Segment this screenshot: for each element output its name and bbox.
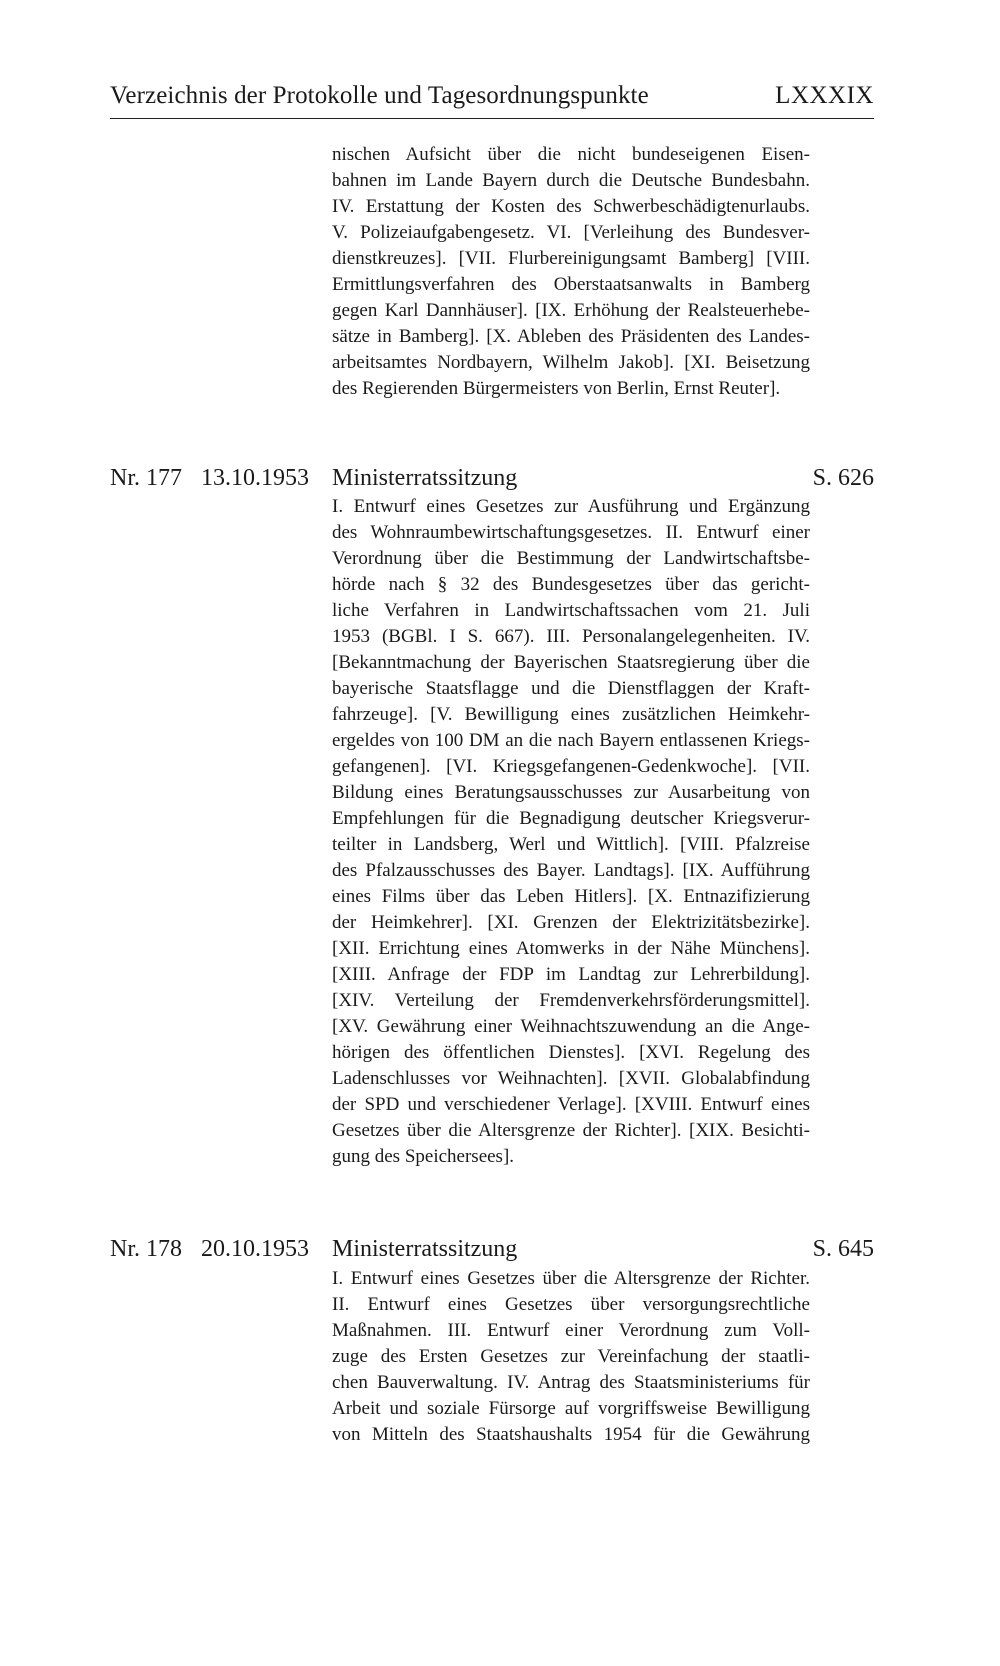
running-header [110, 82, 874, 119]
text-line: bayerische Staatsflagge und die Dienstflaggen der Kraft- [332, 678, 810, 699]
text-line: teilter in Landsberg, Werl und Wittlich]. [VIII. Pfalzreise [332, 834, 810, 855]
text-line: des Wohnraumbewirtschaftungsgesetzes. II. Entwurf einer [332, 522, 810, 543]
entry-title: Ministerratssitzung [332, 1236, 518, 1262]
entry-page-ref: S. 626 [812, 465, 874, 491]
text-line: arbeitsamtes Nordbayern, Wilhelm Jakob]. [XI. Beisetzung [332, 352, 810, 373]
text-line: der SPD und verschiedener Verlage]. [XVIII. Entwurf eines [332, 1094, 810, 1115]
entry-heading [110, 463, 874, 493]
text-line: fahrzeuge]. [V. Bewilligung eines zusätzlichen Heimkehr- [332, 704, 810, 725]
text-line: Ermittlungsverfahren des Oberstaatsanwalts in Bamberg [332, 274, 810, 295]
text-line: [XII. Errichtung eines Atomwerks in der Nähe Münchens]. [332, 938, 810, 959]
entry-agenda-text [332, 1266, 810, 1448]
text-line: [XIII. Anfrage der FDP im Landtag zur Lehrerbildung]. [332, 964, 810, 985]
text-line: Arbeit und soziale Fürsorge auf vorgriffsweise Bewilligung [332, 1398, 810, 1419]
text-line: hörde nach § 32 des Bundesgesetzes über das gericht- [332, 574, 810, 595]
text-line: Verordnung über die Bestimmung der Landwirtschaftsbe- [332, 548, 810, 569]
text-line: eines Films über das Leben Hitlers]. [X. Entnazifizierung [332, 886, 810, 907]
entry-date: 20.10.1953 [201, 1236, 309, 1262]
header-title: Verzeichnis der Protokolle und Tagesordnungspunkte [110, 82, 649, 109]
text-line: I. Entwurf eines Gesetzes über die Altersgrenze der Richter. [332, 1268, 810, 1289]
text-line: hörigen des öffentlichen Dienstes]. [XVI. Regelung des [332, 1042, 810, 1063]
text-line: ergeldes von 100 DM an die nach Bayern entlassenen Kriegs- [332, 730, 810, 751]
text-line: II. Entwurf eines Gesetzes über versorgungsrechtliche [332, 1294, 810, 1315]
text-line: zuge des Ersten Gesetzes zur Vereinfachung der staatli- [332, 1346, 810, 1367]
text-line: der Heimkehrer]. [XI. Grenzen der Elektrizitätsbezirke]. [332, 912, 810, 933]
text-line: des Pfalzausschusses des Bayer. Landtags]. [IX. Aufführung [332, 860, 810, 881]
text-line: [XV. Gewährung einer Weihnachtszuwendung an die Ange- [332, 1016, 810, 1037]
text-line: IV. Erstattung der Kosten des Schwerbeschädigtenurlaubs. [332, 196, 810, 217]
text-line: gung des Speichersees]. [332, 1146, 515, 1167]
text-line: nischen Aufsicht über die nicht bundeseigenen Eisen- [332, 144, 810, 165]
text-line: chen Bauverwaltung. IV. Antrag des Staatsministeriums für [332, 1372, 810, 1393]
entry-heading [110, 1234, 874, 1264]
text-line: gefangenen]. [VI. Kriegsgefangenen-Gedenkwoche]. [VII. [332, 756, 810, 777]
text-line: liche Verfahren in Landwirtschaftssachen vom 21. Juli [332, 600, 810, 621]
text-line: Gesetzes über die Altersgrenze der Richter]. [XIX. Besichti- [332, 1120, 810, 1141]
entry-date: 13.10.1953 [201, 465, 309, 491]
text-line: Ladenschlusses vor Weihnachten]. [XVII. Globalabfindung [332, 1068, 810, 1089]
text-line: bahnen im Lande Bayern durch die Deutsche Bundesbahn. [332, 170, 810, 191]
entry-title: Ministerratssitzung [332, 465, 518, 491]
entry-page-ref: S. 645 [812, 1236, 874, 1262]
text-line: [XIV. Verteilung der Fremdenverkehrsförderungsmittel]. [332, 990, 810, 1011]
text-line: [Bekanntmachung der Bayerischen Staatsregierung über die [332, 652, 810, 673]
text-line: Bildung eines Beratungsausschusses zur Ausarbeitung von [332, 782, 810, 803]
entry-agenda-text [332, 494, 810, 1170]
header-page-number: LXXXIX [775, 82, 874, 109]
entry-number: Nr. 177 [110, 465, 182, 491]
text-line: gegen Karl Dannhäuser]. [IX. Erhöhung der Realsteuerhebe- [332, 300, 810, 321]
text-line: des Regierenden Bürgermeisters von Berlin, Ernst Reuter]. [332, 378, 781, 399]
text-line: dienstkreuzes]. [VII. Flurbereinigungsamt Bamberg] [VIII. [332, 248, 810, 269]
text-line: Maßnahmen. III. Entwurf einer Verordnung zum Voll- [332, 1320, 810, 1341]
text-line: I. Entwurf eines Gesetzes zur Ausführung und Ergänzung [332, 496, 810, 517]
text-line: V. Polizeiaufgabengesetz. VI. [Verleihung des Bundesver- [332, 222, 810, 243]
continuation-text [332, 142, 810, 402]
text-line: Empfehlungen für die Begnadigung deutscher Kriegsverur- [332, 808, 810, 829]
text-line: 1953 (BGBl. I S. 667). III. Personalangelegenheiten. IV. [332, 626, 810, 647]
entry-number: Nr. 178 [110, 1236, 182, 1262]
text-line: sätze in Bamberg]. [X. Ableben des Präsidenten des Landes- [332, 326, 810, 347]
text-line: von Mitteln des Staatshaushalts 1954 für die Gewährung [332, 1424, 810, 1445]
